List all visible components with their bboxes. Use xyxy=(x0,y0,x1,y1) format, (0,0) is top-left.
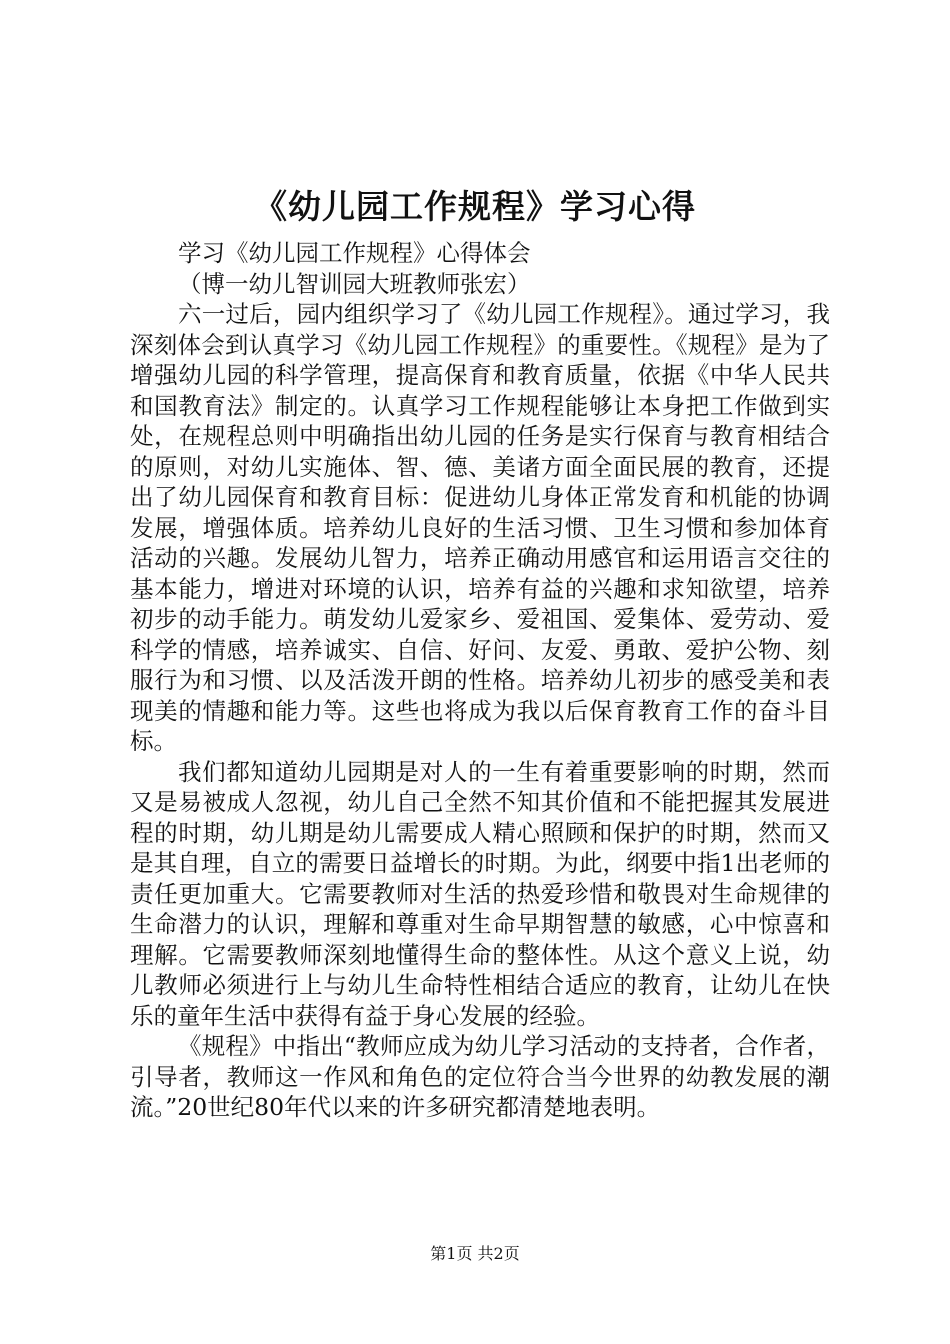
document-subtitle: 学习《幼儿园工作规程》心得体会 xyxy=(178,239,531,267)
document-body xyxy=(130,238,830,1123)
page-number-footer: 第1页 共2页 xyxy=(430,1244,520,1263)
paragraph-3: 《规程》中指出“教师应成为幼儿学习活动的支持者，合作者，引导者，教师这一作风和角色的定位符合当今世界的幼教发展的潮流。”20世纪80年代以来的许多研究都清楚地表明。 xyxy=(130,1032,830,1121)
author-line: （博一幼儿智训园大班教师张宏） xyxy=(178,269,531,298)
document-title: 《幼儿园工作规程》学习心得 xyxy=(254,187,696,226)
paragraph-1: 六一过后，园内组织学习了《幼儿园工作规程》。通过学习，我深刻体会到认真学习《幼儿园工作规程》的重要性。《规程》是为了增强幼儿园的科学管理，提高保育和教育质量，依据《中华人民共和国教育法》制定的。认真学习工作规程能够让本身把工作做到实处，在规程总则中明确指出幼儿园的任务是实行保育与教育相结合的原则，对幼儿实施体、智、德、美诸方面全面民展的教育，还提出了幼儿园保育和教育目标：促进幼儿身体正常发育和机能的协调发展，增强体质。培养幼儿良好的生活习惯、卫生习惯和参加体育活动的兴趣。发展幼儿智力，培养正确动用感官和运用语言交往的基本能力，增进对环境的认识，培养有益的兴趣和求知欲望，培养初步的动手能力。萌发幼儿爱家乡、爱祖国、爱集体、爱劳动、爱科学的情感，培养诚实、自信、好问、友爱、勇敢、爱护公物、刻服行为和习惯、以及活泼开朗的性格。培养幼儿初步的感受美和表现美的情趣和能力等。这些也将成为我以后保育教育工作的奋斗目标。 xyxy=(130,300,830,755)
paragraph-2: 我们都知道幼儿园期是对人的一生有着重要影响的时期，然而又是易被成人忽视，幼儿自己全然不知其价值和不能把握其发展进程的时期，幼儿期是幼儿需要成人精心照顾和保护的时期，然而又是其自理，自立的需要日益增长的时期。为此，纲要中指1出老师的责任更加重大。它需要教师对生活的热爱珍惜和敬畏对生命规律的生命潜力的认识，理解和尊重对生命早期智慧的敏感，心中惊喜和理解。它需要教师深刻地懂得生命的整体性。从这个意义上说，幼儿教师必须进行上与幼儿生命特性相结合适应的教育，让幼儿在快乐的童年生活中获得有益于身心发展的经验。 xyxy=(130,757,830,1030)
